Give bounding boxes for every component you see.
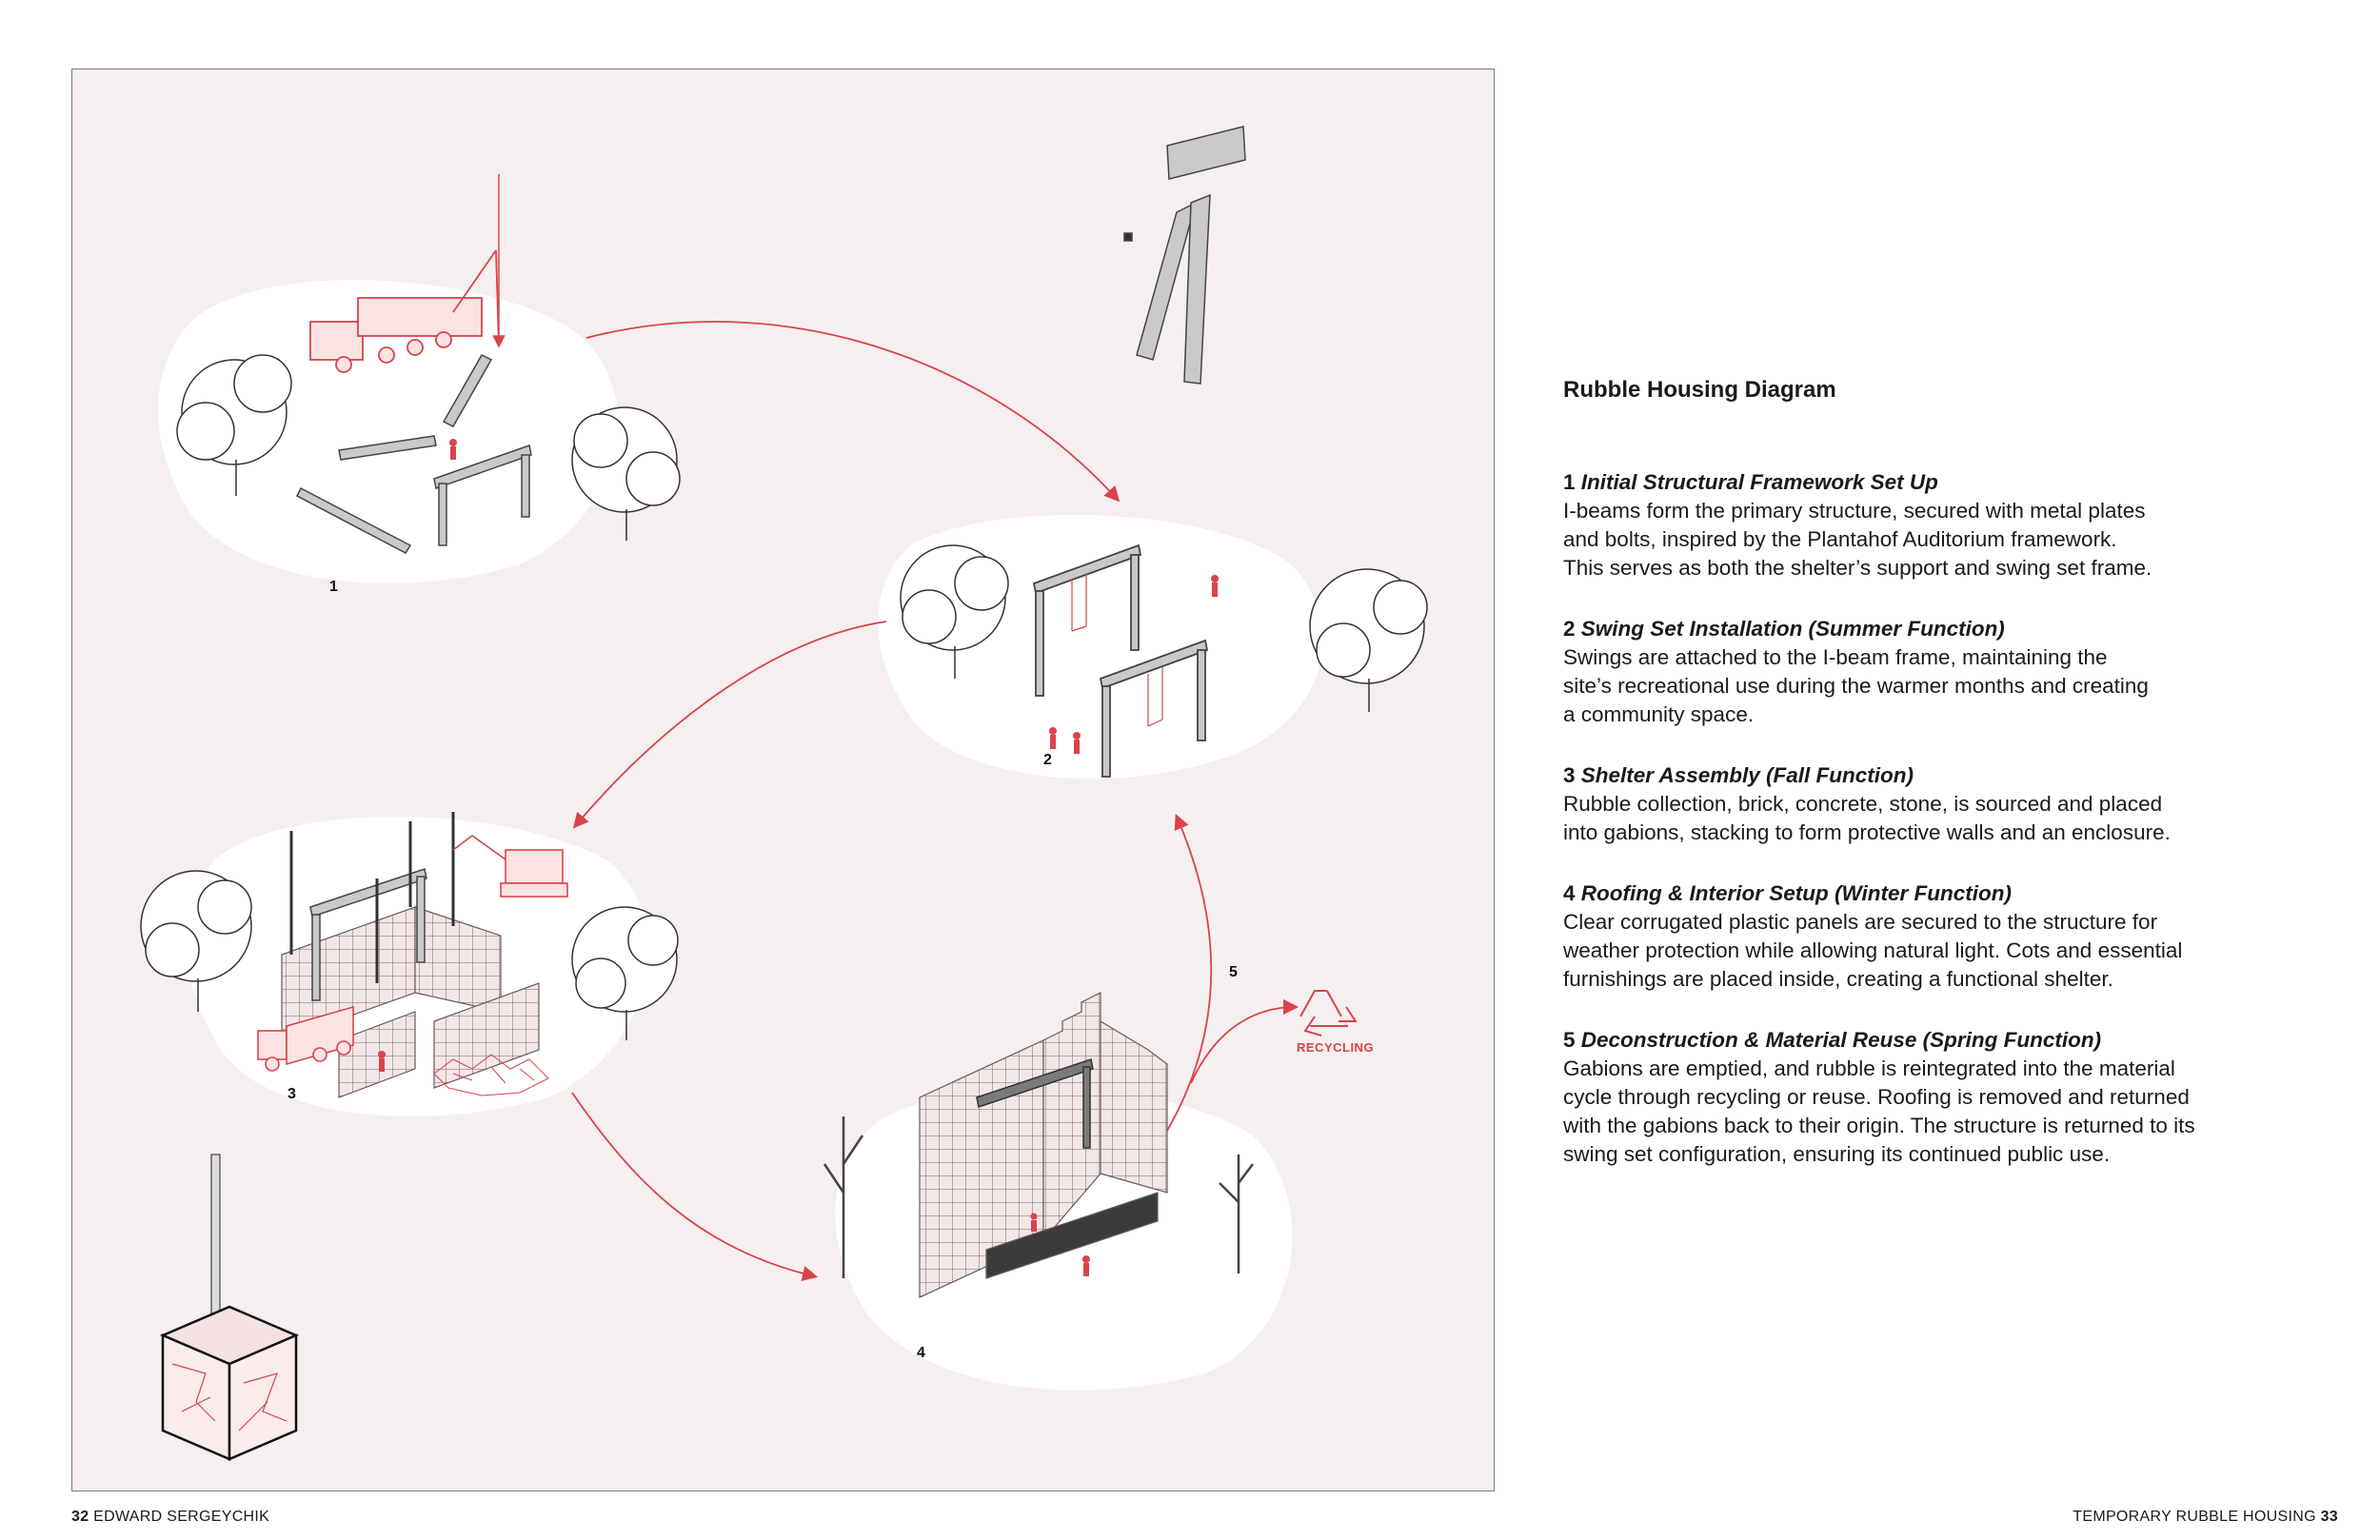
diagram-illustration xyxy=(72,69,1494,1491)
footer-left xyxy=(71,1509,269,1526)
step-number: 2 xyxy=(1563,617,1576,641)
gabion-cube-icon xyxy=(163,1155,296,1459)
page-number-right: 33 xyxy=(2320,1509,2338,1525)
step-label-3: 3 xyxy=(288,1086,296,1102)
step-name: Initial Structural Framework Set Up xyxy=(1580,470,1938,494)
step-name: Roofing & Interior Setup (Winter Function) xyxy=(1580,881,2013,905)
step-name: Shelter Assembly (Fall Function) xyxy=(1580,763,1914,787)
step-item-1 xyxy=(1563,468,2325,582)
step-label-1: 1 xyxy=(329,579,338,595)
tree-icon xyxy=(1310,569,1427,712)
recycling-icon xyxy=(1300,991,1356,1036)
step-label-2: 2 xyxy=(1043,752,1052,768)
step-heading xyxy=(1563,1026,2325,1055)
step-heading xyxy=(1563,468,2325,497)
arrow-2-to-3 xyxy=(575,622,886,826)
step-body: Clear corrugated plastic panels are secured to the structure for weather protection while allowing natural light. Cots and essential furnishings are placed inside, creating a functional shelter. xyxy=(1563,910,2183,991)
step-item-5 xyxy=(1563,1026,2325,1169)
footer-right xyxy=(2073,1509,2338,1526)
step-body: Swings are attached to the I-beam frame, maintaining the site’s recreational use during the warmer months and creating a community space. xyxy=(1563,645,2149,726)
step-body: Gabions are emptied, and rubble is reintegrated into the material cycle through recycling or reuse. Roofing is removed and returned with the gabions back to their origin. The structure is returned to its swing set configuration, ensuring its continued public use. xyxy=(1563,1056,2195,1166)
info-column xyxy=(1563,377,2325,1201)
person-icon xyxy=(449,439,457,460)
step-label-5: 5 xyxy=(1229,964,1238,980)
step-number: 1 xyxy=(1563,470,1576,494)
step-name: Swing Set Installation (Summer Function) xyxy=(1580,617,2005,641)
exploded-i-beam-icon xyxy=(1124,127,1245,384)
step-body: I-beams form the primary structure, secured with metal plates and bolts, inspired by the Plantahof Auditorium framework. This serves as both the shelter’s support and swing set frame. xyxy=(1563,499,2152,580)
step-label-4: 4 xyxy=(917,1345,925,1361)
step-number: 5 xyxy=(1563,1028,1576,1052)
arrow-3-to-4 xyxy=(572,1093,815,1276)
step-number: 4 xyxy=(1563,881,1576,905)
page-number-left: 32 xyxy=(71,1509,89,1525)
step-item-3 xyxy=(1563,761,2325,847)
step-heading xyxy=(1563,879,2325,908)
step-name: Deconstruction & Material Reuse (Spring Function) xyxy=(1580,1028,2102,1052)
step-number: 3 xyxy=(1563,763,1576,787)
author-name: EDWARD SERGEYCHIK xyxy=(93,1509,270,1525)
arrow-4-to-2 xyxy=(1167,817,1211,1131)
step-item-4 xyxy=(1563,879,2325,994)
step-body: Rubble collection, brick, concrete, stone, is sourced and placed into gabions, stacking to form protective walls and an enclosure. xyxy=(1563,792,2171,844)
diagram-title: Rubble Housing Diagram xyxy=(1563,377,1836,403)
tree-icon xyxy=(572,407,680,541)
document-title: TEMPORARY RUBBLE HOUSING xyxy=(2073,1509,2316,1525)
step-heading xyxy=(1563,615,2325,643)
diagram-panel xyxy=(71,69,1495,1491)
recycling-label: RECYCLING xyxy=(1297,1040,1375,1055)
step-item-2 xyxy=(1563,615,2325,729)
step-heading xyxy=(1563,761,2325,790)
person-icon xyxy=(378,1051,386,1072)
